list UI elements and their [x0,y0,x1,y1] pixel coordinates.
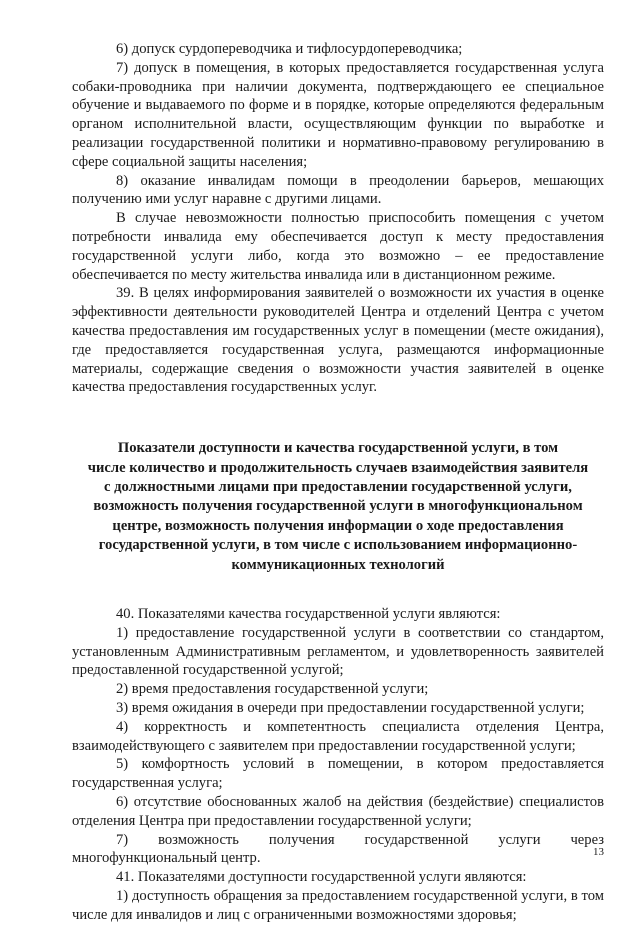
heading-line: коммуникационных технологий [231,556,445,573]
heading-line: числе количество и продолжительность случаев взаимодействия заявителя [87,459,589,476]
heading-line: с должностными лицами при предоставлении государственной услуги, [104,478,572,495]
list-item-40-3: 3) время ожидания в очереди при предоставлении государственной услуги; [116,699,585,716]
paragraph-accessibility-note: В случае невозможности полностью приспособить помещения с учетом потребности инвалида ему обеспечивается доступ к месту предоставления государственной услуги либо, когда это возможно – ее предоставление обеспечивается по месту жительства инвалида или в дистанционном режиме. [72,210,604,283]
heading-line: возможность получения государственной услуги в многофункциональном [93,498,583,515]
list-item-40-7: 7) возможность получения государственной услуги через многофункциональный центр. [72,831,604,867]
paragraph-item-6: 6) допуск сурдопереводчика и тифлосурдопереводчика; [116,41,463,57]
section-heading [84,439,592,575]
heading-line: центре, возможность получения информации о ходе предоставления [112,517,564,534]
heading-line: Показатели доступности и качества государственной услуги, в том [117,440,559,457]
paragraph-item-7: 7) допуск в помещения, в которых предоставляется государственная услуга собаки-проводника при наличии документа, подтверждающего ее специальное обучение и выдаваемого по форме и в порядке, которые определяются федеральным органом исполнительной власти, осуществляющим функции по выработке и реализации государственной политики и нормативно-правовому регулированию в сфере социальной защиты населения; [72,59,604,170]
heading-line: государственной услуги, в том числе с использованием информационно- [98,537,578,554]
paragraph-41: 41. Показателями доступности государственной услуги являются: [116,869,527,886]
list-item-40-5: 5) комфортность условий в помещении, в котором предоставляется государственная услуга; [72,756,604,792]
list-item-41-1: 1) доступность обращения за предоставлением государственной услуги, в том числе для инвалидов и лиц с ограниченными возможностями здоровья; [72,887,604,923]
list-item-40-1: 1) предоставление государственной услуги в соответствии со стандартом, установленным Административным регламентом, и удовлетворенность заявителей предоставленной государственной услугой; [72,624,604,679]
list-item-40-6: 6) отсутствие обоснованных жалоб на действия (бездействие) специалистов отделения Центра при предоставлении государственной услуги; [72,793,604,829]
list-item-40-4: 4) корректность и компетентность специалиста отделения Центра, взаимодействующего с заявителем при предоставлении государственной услуги; [72,718,604,754]
paragraph-item-8: 8) оказание инвалидам помощи в преодолении барьеров, мешающих получению ими услуг наравне с другими лицами. [72,172,604,208]
text-column [72,40,604,925]
paragraph-39: 39. В целях информирования заявителей о возможности их участия в оценке эффективности деятельности руководителей Центра и отделений Центра с учетом качества предоставления им государственных услуг в помещении (месте ожидания), где предоставляется государственная услуга, размещаются информационные материалы, содержащие сведения о возможности участия заявителей в оценке качества предоставления государственных услуг. [72,285,604,396]
paragraph-40: 40. Показателями качества государственной услуги являются: [116,605,501,622]
list-item-40-2: 2) время предоставления государственной услуги; [116,681,429,698]
page-number: 13 [593,846,604,859]
